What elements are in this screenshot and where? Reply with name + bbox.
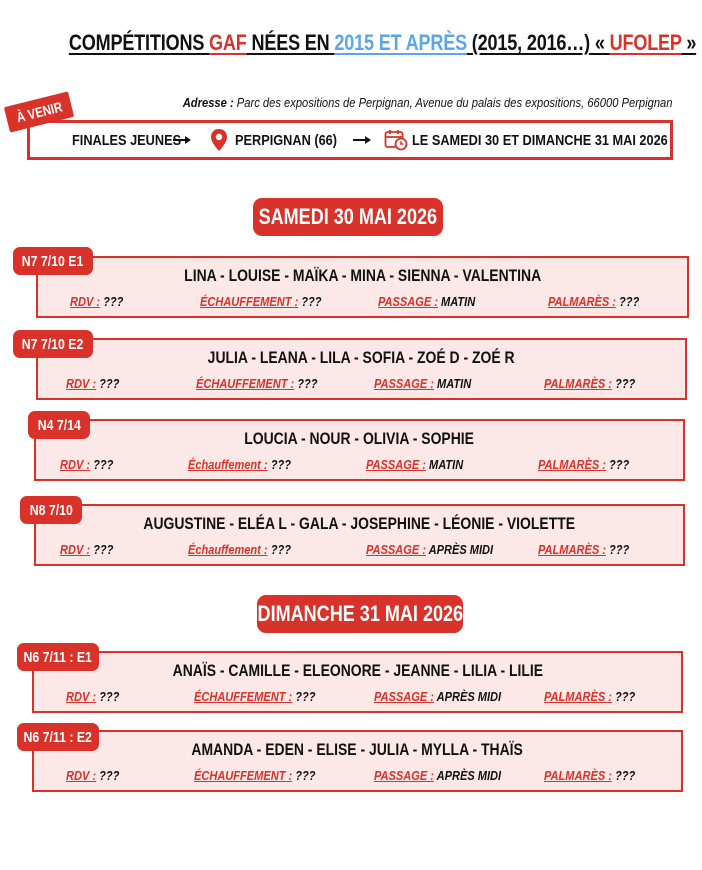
group-box <box>36 256 689 318</box>
group-tag: N4 7/14 <box>28 411 90 439</box>
finales-dates-wrap <box>412 123 702 157</box>
title-part1: COMPÉTITIONS <box>68 30 210 55</box>
rdv-field: RDV : ??? <box>60 542 114 557</box>
page-title <box>0 30 702 56</box>
group-box <box>32 730 683 792</box>
address-value: Parc des expositions de Perpignan, Avenue du palais des expositions, 66000 Perpignan <box>233 95 672 110</box>
group-tag: N6 7/11 : E2 <box>17 723 99 751</box>
group-names: ANAÏS - CAMILLE - ELEONORE - JEANNE - LILIA - LILIE <box>172 661 543 680</box>
title-part3: (2015, 2016…) <box>466 30 591 55</box>
title-part2: NÉES EN <box>246 30 335 55</box>
finales-label: FINALES JEUNES <box>72 131 182 149</box>
map-pin-icon <box>210 123 228 157</box>
awards-field: PALMARÈS : ??? <box>544 768 636 783</box>
finales-bar <box>27 120 673 160</box>
upcoming-badge-label: À VENIR <box>14 98 64 126</box>
day-banner-sunday <box>257 595 463 633</box>
group-names: JULIA - LEANA - LILA - SOFIA - ZOÉ D - ZOÉ R <box>208 348 515 367</box>
day-label: DIMANCHE 31 MAI 2026 <box>257 601 463 626</box>
address-label: Adresse : <box>182 95 234 110</box>
group-tag: N6 7/11 : E1 <box>17 643 99 671</box>
group-names: LOUCIA - NOUR - OLIVIA - SOPHIE <box>244 429 475 448</box>
finales-dates: LE SAMEDI 30 ET DIMANCHE 31 MAI 2026 <box>412 131 668 149</box>
group-tag: N7 7/10 E2 <box>13 330 93 358</box>
passage-field: PASSAGE : APRÈS MIDI <box>374 768 502 783</box>
passage-field: PASSAGE : MATIN <box>374 376 472 391</box>
group-box <box>36 338 687 400</box>
title-years: 2015 ET APRÈS <box>334 30 467 55</box>
address <box>182 95 672 110</box>
warmup-field: ÉCHAUFFEMENT : ??? <box>196 376 318 391</box>
passage-field: PASSAGE : MATIN <box>378 294 476 309</box>
day-label: SAMEDI 30 MAI 2026 <box>258 204 438 229</box>
warmup-field: Échauffement : ??? <box>188 457 291 472</box>
arrow-right-icon <box>172 123 192 157</box>
group-box <box>34 419 685 481</box>
group-box <box>32 651 683 713</box>
group-tag: N8 7/10 <box>20 496 82 524</box>
warmup-field: Échauffement : ??? <box>188 542 291 557</box>
warmup-field: ÉCHAUFFEMENT : ??? <box>194 689 316 704</box>
calendar-clock-icon <box>384 123 408 157</box>
awards-field: PALMARÈS : ??? <box>544 376 636 391</box>
finales-location: PERPIGNAN (66) <box>235 131 338 149</box>
group-names: LINA - LOUISE - MAÏKA - MINA - SIENNA - VALENTINA <box>183 266 541 285</box>
finales-location-wrap <box>235 123 355 157</box>
passage-field: PASSAGE : APRÈS MIDI <box>366 542 494 557</box>
group-names: AMANDA - EDEN - ELISE - JULIA - MYLLA - THAÏS <box>191 740 524 759</box>
arrow-right-icon <box>352 123 372 157</box>
awards-field: PALMARÈS : ??? <box>538 457 630 472</box>
group-names: AUGUSTINE - ELÉA L - GALA - JOSEPHINE - LÉONIE - VIOLETTE <box>143 514 576 533</box>
group-tag: N7 7/10 E1 <box>13 247 93 275</box>
title-quote-open: « <box>590 30 610 55</box>
warmup-field: ÉCHAUFFEMENT : ??? <box>200 294 322 309</box>
title-ufolep: UFOLEP <box>609 30 682 55</box>
title-quote-close: » <box>681 30 697 55</box>
title-gaf: GAF <box>209 30 247 55</box>
group-box <box>34 504 685 566</box>
awards-field: PALMARÈS : ??? <box>548 294 640 309</box>
rdv-field: RDV : ??? <box>60 457 114 472</box>
rdv-field: RDV : ??? <box>66 768 120 783</box>
awards-field: PALMARÈS : ??? <box>538 542 630 557</box>
passage-field: PASSAGE : APRÈS MIDI <box>374 689 502 704</box>
rdv-field: RDV : ??? <box>66 689 120 704</box>
warmup-field: ÉCHAUFFEMENT : ??? <box>194 768 316 783</box>
passage-field: PASSAGE : MATIN <box>366 457 464 472</box>
rdv-field: RDV : ??? <box>70 294 124 309</box>
day-banner-saturday <box>253 198 443 236</box>
rdv-field: RDV : ??? <box>66 376 120 391</box>
awards-field: PALMARÈS : ??? <box>544 689 636 704</box>
